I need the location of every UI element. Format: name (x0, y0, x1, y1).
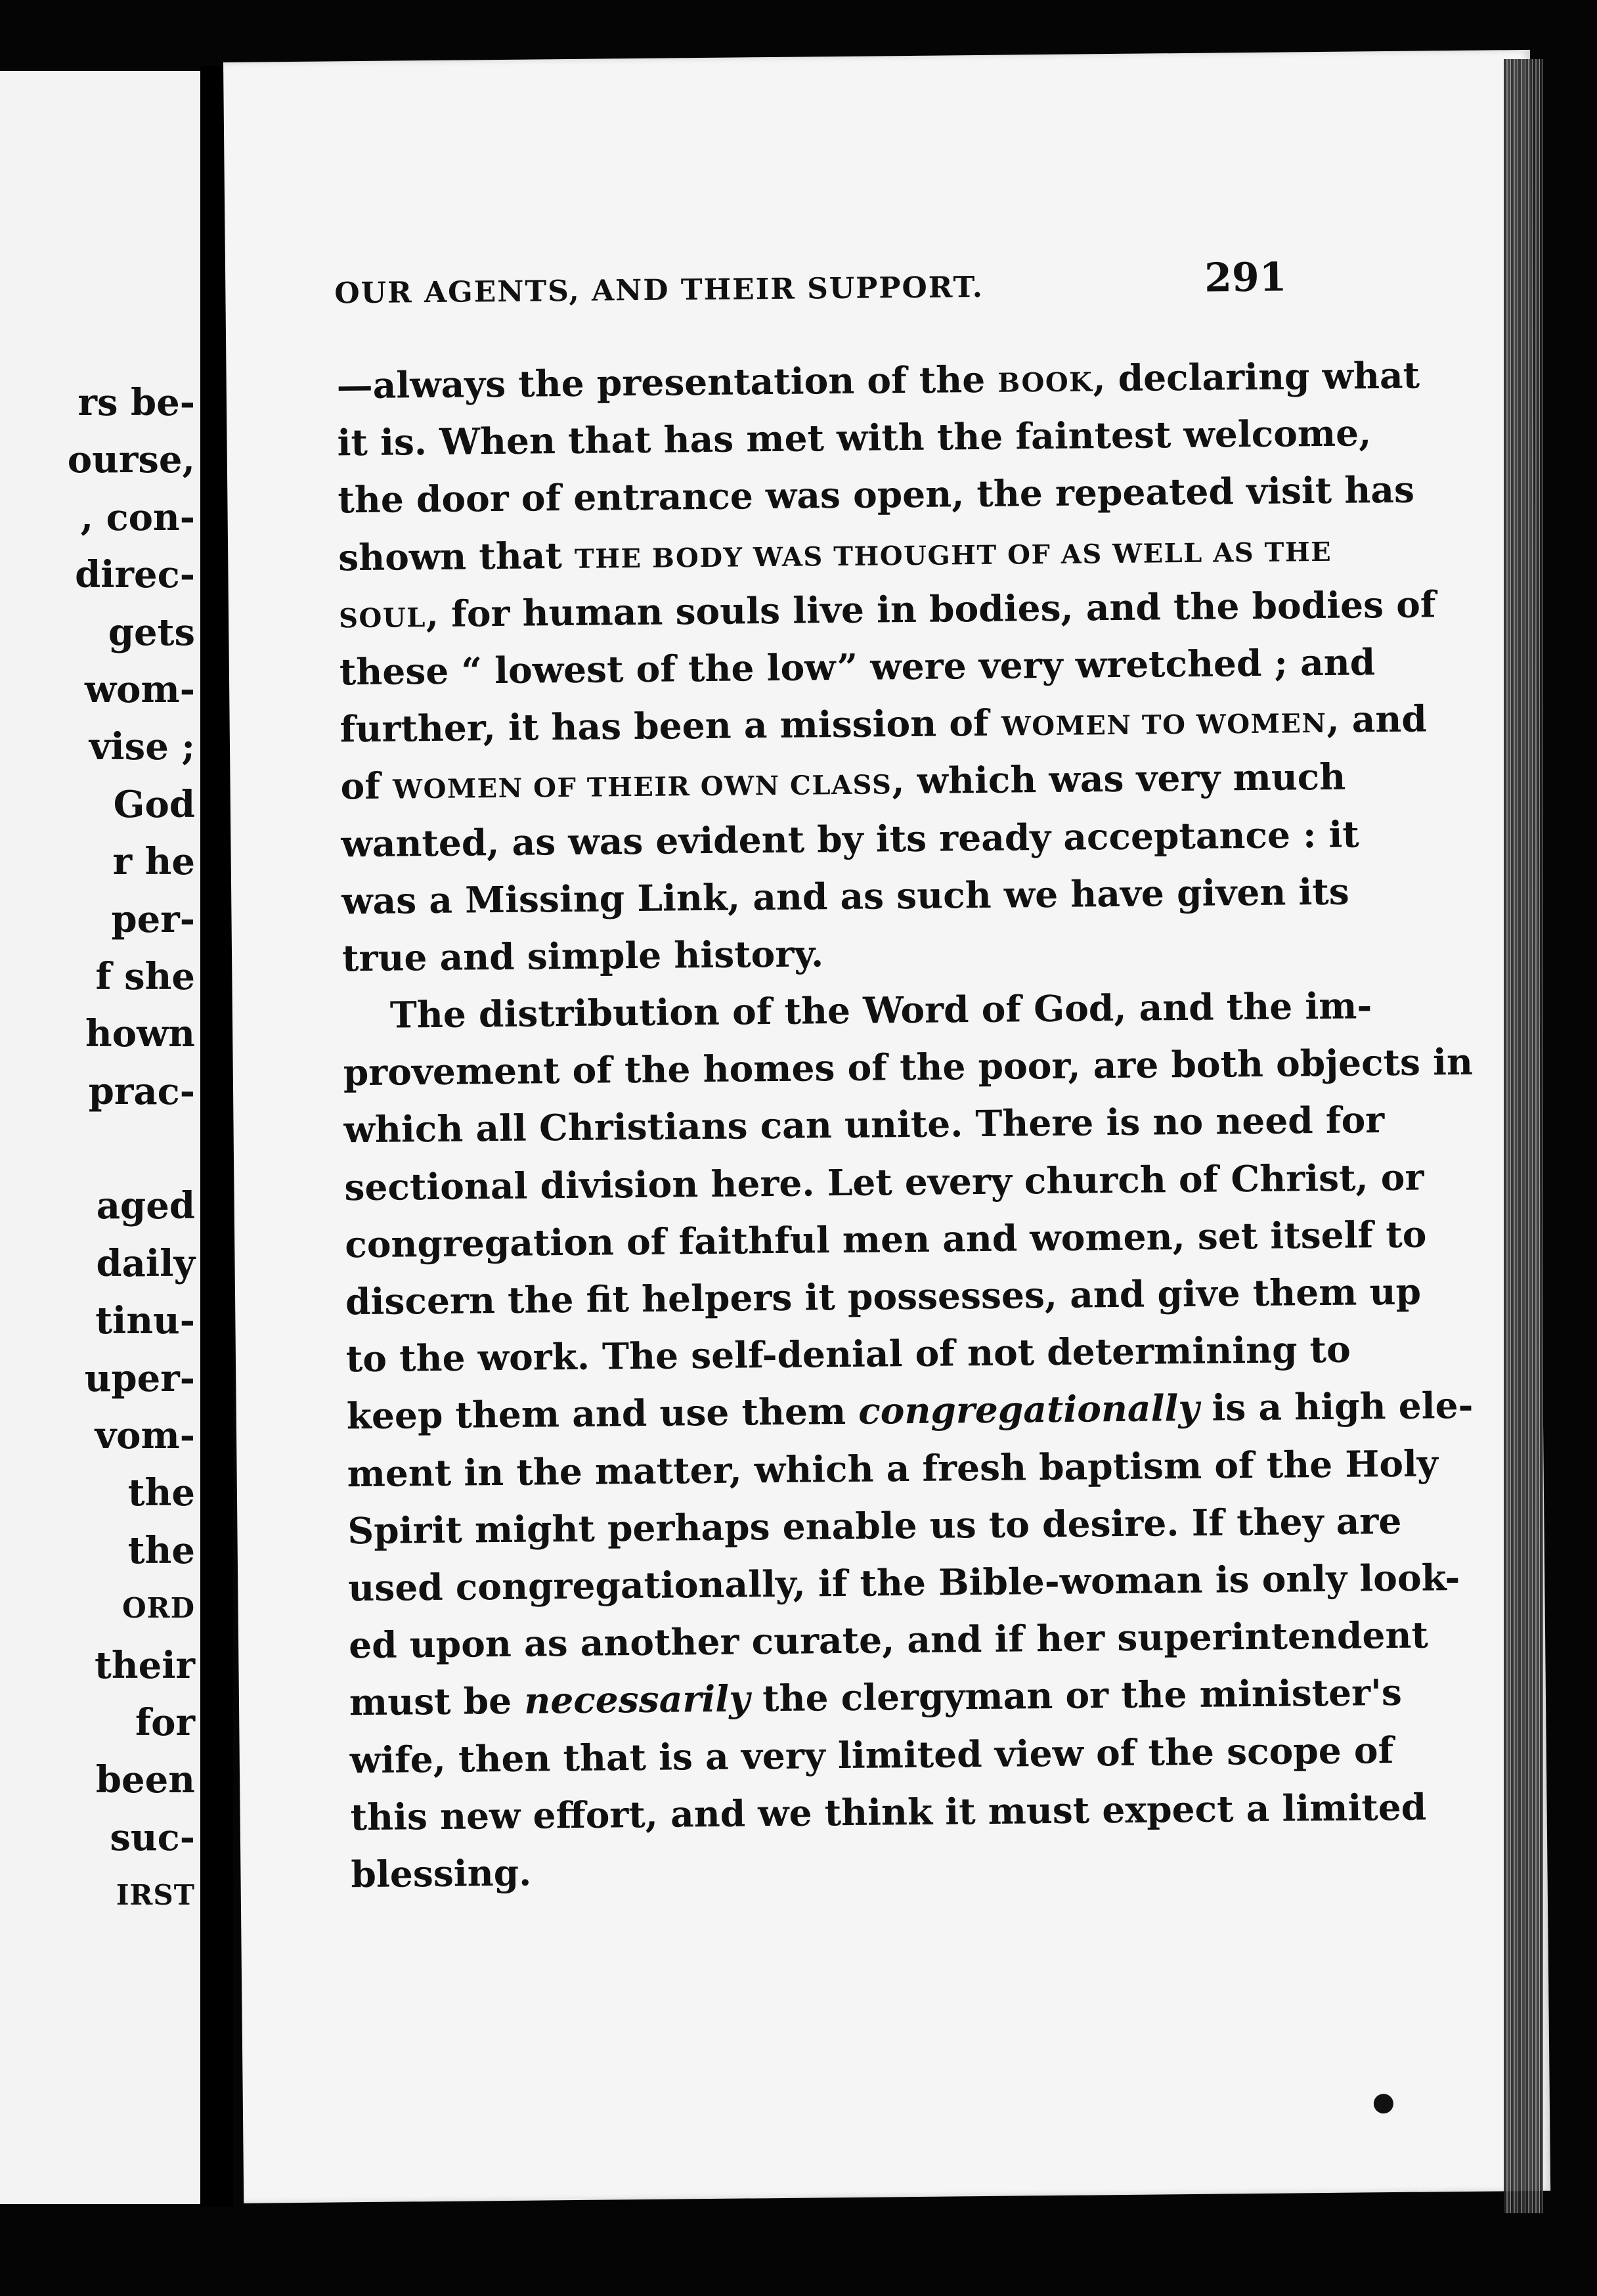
left-facing-page (0, 71, 200, 2204)
running-header (334, 254, 1306, 311)
left-page-line-fragment: hown (85, 1012, 195, 1056)
left-page-line-fragment: God (113, 782, 195, 826)
text-line: blessing. (351, 1851, 532, 1896)
text-line: shown that THE BODY WAS THOUGHT OF AS WELL AS THE (338, 533, 1332, 579)
text-line: congregation of faithful men and women, set itself to (344, 1212, 1427, 1266)
left-page-line-fragment: aged (96, 1184, 195, 1228)
text-line: ment in the matter, which a fresh baptism of the Holy (347, 1441, 1439, 1495)
left-page-line-fragment: ORD (122, 1592, 195, 1625)
left-page-line-fragment: for (135, 1700, 195, 1744)
text-line: wanted, as was evident by its ready acceptance : it (341, 812, 1360, 865)
text-line: used congregationally, if the Bible-woman is only look- (347, 1555, 1460, 1610)
ink-blot (1374, 2094, 1393, 2113)
text-line: —always the presentation of the BOOK, declaring what (336, 353, 1420, 407)
text-line: wife, then that is a very limited view of the scope of (349, 1728, 1394, 1781)
left-page-line-fragment: vom- (95, 1414, 195, 1458)
text-line: provement of the homes of the poor, are both objects in (343, 1040, 1474, 1094)
page-stack-edge (1504, 59, 1543, 2213)
page-number: 291 (1204, 254, 1287, 301)
text-line: must be necessarily the clergyman or the minister's (349, 1671, 1403, 1724)
book-page-291 (223, 50, 1550, 2203)
page-body-text (336, 347, 1474, 1903)
left-page-line-fragment: per- (111, 897, 195, 941)
left-page-line-fragment: the (127, 1471, 195, 1515)
left-page-line-fragment: daily (96, 1241, 195, 1285)
left-page-line-fragment: their (95, 1643, 195, 1687)
left-page-line-fragment: gets (108, 610, 195, 654)
text-line: which all Christians can unite. There is no need for (343, 1098, 1385, 1151)
text-line: these “ lowest of the low” were very wretched ; and (339, 640, 1376, 694)
left-page-line-fragment: been (95, 1758, 195, 1802)
text-line: was a Missing Link, and as such we have given its (341, 870, 1350, 923)
left-page-line-fragment: f she (95, 954, 195, 998)
left-page-line-fragment: , con- (80, 495, 195, 539)
text-line: sectional division here. Let every church of Christ, or (344, 1155, 1424, 1208)
running-head-title: OUR AGENTS, AND THEIR SUPPORT. (334, 270, 984, 311)
left-page-line-fragment: suc- (110, 1815, 195, 1859)
left-page-line-fragment: ourse, (67, 438, 195, 482)
left-page-text-fragments (0, 374, 195, 1924)
text-line: discern the fit helpers it possesses, and give them up (345, 1269, 1422, 1323)
left-page-line-fragment: vise ; (89, 725, 195, 769)
left-page-line-fragment: prac- (88, 1069, 195, 1113)
text-line: this new effort, and we think it must expect a limited (350, 1785, 1427, 1838)
left-page-line-fragment: rs be- (77, 381, 195, 424)
text-line: Spirit might perhaps enable us to desire. If they are (347, 1499, 1402, 1553)
text-line: further, it has been a mission of WOMEN TO WOMEN, and (339, 697, 1428, 751)
text-line: true and simple history. (341, 932, 824, 980)
left-page-line-fragment: the (127, 1528, 195, 1572)
text-line: to the work. The self-denial of not determining to (345, 1327, 1351, 1380)
text-line: it is. When that has met with the faintest welcome, (337, 411, 1372, 464)
paragraph-first-line: The distribution of the Word of God, and the im- (389, 984, 1372, 1036)
left-page-line-fragment: wom- (84, 667, 195, 711)
left-page-line-fragment: r he (112, 840, 195, 884)
text-line: keep them and use them congregationally is a high ele- (346, 1384, 1474, 1438)
left-page-line-fragment: uper- (84, 1356, 195, 1400)
left-page-line-fragment: IRST (116, 1879, 195, 1912)
text-line: ed upon as another curate, and if her superintendent (348, 1613, 1429, 1667)
left-page-line-fragment: tinu- (95, 1299, 195, 1343)
text-line: the door of entrance was open, the repeated visit has (338, 468, 1415, 521)
text-line: SOUL, for human souls live in bodies, and the bodies of (338, 583, 1436, 635)
text-line: of WOMEN OF THEIR OWN CLASS, which was very much (340, 755, 1346, 808)
left-page-line-fragment: direc- (75, 553, 195, 597)
